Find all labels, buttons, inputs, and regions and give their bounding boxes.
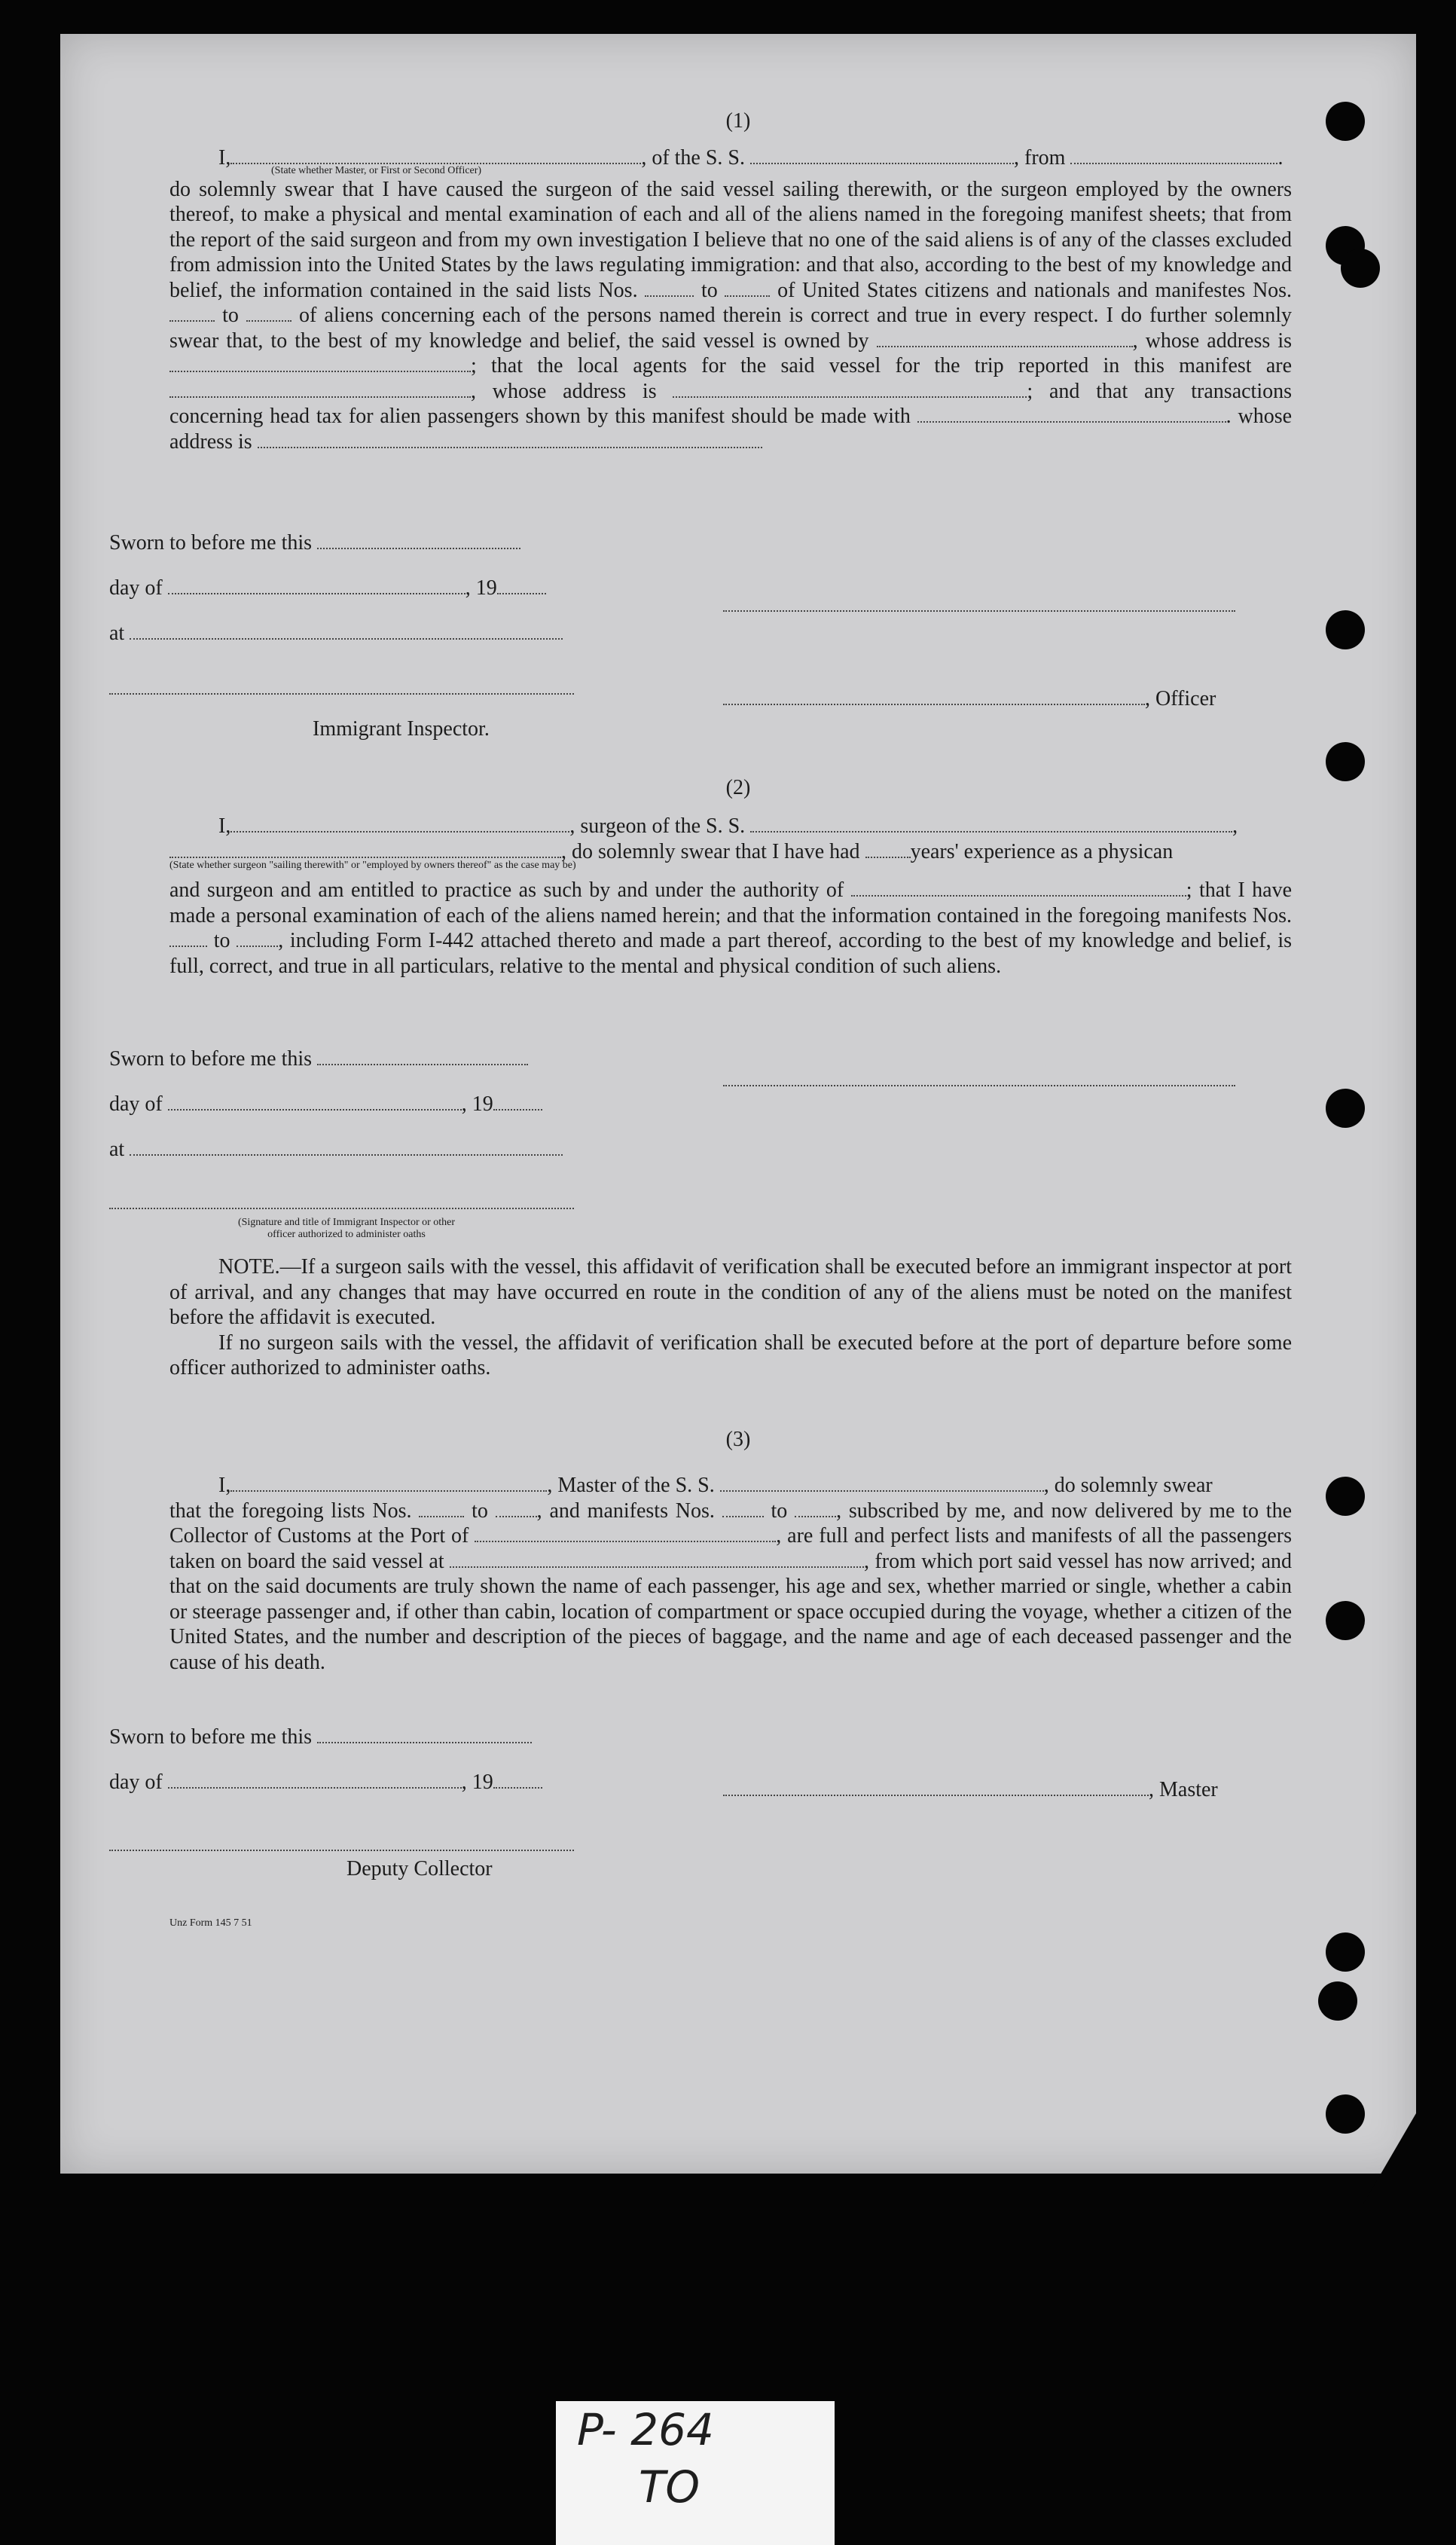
lists-from-field[interactable] xyxy=(645,279,694,297)
at-line-1 xyxy=(109,622,563,646)
punch-hole-icon xyxy=(1326,1601,1365,1640)
section-1-body-b: of United States citizens and nationals and manifestes Nos. xyxy=(777,278,1293,302)
years-experience-field[interactable] xyxy=(865,840,911,858)
note-paragraph-1: NOTE.—If a surgeon sails with the vessel, this affidavit of verification shall be executed before an immigrant inspector at port of arrival, and any changes that may have occurred en route in the condition of any of the aliens must be noted on the manifest before the affidavit is executed. xyxy=(169,1255,1292,1329)
master-name-field[interactable] xyxy=(230,1474,547,1492)
section-2-surgeon-of: , surgeon of the S. S. xyxy=(569,814,746,838)
surgeon-signature-line[interactable] xyxy=(723,1085,1235,1086)
master-signature-row xyxy=(723,1778,1218,1802)
inspector-signature-line[interactable] xyxy=(109,1208,574,1209)
section-3-vessel-field[interactable] xyxy=(720,1474,1044,1492)
embarkation-port-field[interactable] xyxy=(450,1550,864,1568)
authority-field[interactable] xyxy=(851,878,1186,897)
section-1-body-e: ; that the local agents for the said vessel for the trip reported in this manifest are xyxy=(471,354,1292,377)
sworn-label: Sworn to before me this xyxy=(109,531,313,555)
year-field[interactable] xyxy=(497,576,546,594)
day-of-label: day of xyxy=(109,576,163,600)
place-field[interactable] xyxy=(130,1138,563,1156)
owner-address-field[interactable] xyxy=(169,354,471,372)
to-label: to xyxy=(771,1499,788,1523)
section-1-affidavit xyxy=(169,145,1292,454)
sworn-label: Sworn to before me this xyxy=(109,1725,313,1749)
year-prefix: , 19 xyxy=(461,1092,493,1116)
at-line-2 xyxy=(109,1138,563,1162)
punch-hole-icon xyxy=(1318,1981,1357,2021)
officer-signature-line[interactable] xyxy=(723,610,1235,612)
head-tax-contact-field[interactable] xyxy=(917,405,1226,423)
surgeon-status-field[interactable] xyxy=(169,840,561,858)
sworn-line-1 xyxy=(109,531,520,555)
section-3-lists-from-field[interactable] xyxy=(419,1499,464,1517)
label-line-2: TO xyxy=(639,2461,701,2513)
section-3-i: I, xyxy=(218,1474,231,1497)
signature-note-line-1: (Signature and title of Immigrant Inspector or other xyxy=(237,1217,456,1228)
head-tax-address-field[interactable] xyxy=(258,430,762,448)
day-of-line-3 xyxy=(109,1771,542,1795)
manifest-verification-sheet xyxy=(60,34,1416,2174)
section-2-body-c: , including Form I-442 attached thereto and made a part thereof, according to the best of my knowledge and belief, is full, correct, and true in all particulars, relative to the mental and physical condition of such aliens. xyxy=(169,929,1293,978)
sworn-label: Sworn to before me this xyxy=(109,1047,313,1071)
file-label-card xyxy=(556,2401,835,2545)
section-2-to-field[interactable] xyxy=(237,929,278,947)
officer-signature-row xyxy=(723,687,1216,711)
section-3-body-c: , subscribed by me, and now delivered by me to the Collector of Customs at the Port of xyxy=(169,1499,1293,1547)
inspector-signature-line[interactable] xyxy=(109,693,574,695)
to-label: to xyxy=(213,929,230,952)
section-3-body-a: that the foregoing lists Nos. xyxy=(169,1499,412,1523)
section-3-lists-to-field[interactable] xyxy=(496,1499,537,1517)
section-2-years: years' experience as a physican xyxy=(910,839,1174,863)
section-3-swear: , do solemnly swear xyxy=(1043,1474,1213,1497)
departure-port-field[interactable] xyxy=(1070,146,1277,164)
year-field[interactable] xyxy=(493,1771,542,1789)
master-label: , Master xyxy=(1149,1778,1218,1801)
note-paragraph-2: If no surgeon sails with the vessel, the affidavit of verification shall be executed before at the port of departure before some officer authorized to administer oaths. xyxy=(169,1331,1292,1379)
owner-field[interactable] xyxy=(877,329,1133,347)
section-1-i: I, xyxy=(218,146,231,170)
sworn-line-3 xyxy=(109,1725,532,1749)
section-2-swear: , do solemnly swear that I have had xyxy=(561,839,860,863)
day-of-line-1 xyxy=(109,576,546,600)
manifests-to-field[interactable] xyxy=(246,304,292,322)
punch-hole-icon xyxy=(1326,1932,1365,1972)
officer-note: (State whether Master, or First or Second Officer) xyxy=(271,164,482,176)
sworn-line-2 xyxy=(109,1047,528,1071)
section-3-body-b: , and manifests Nos. xyxy=(536,1499,715,1523)
punch-hole-icon xyxy=(1326,2094,1365,2134)
section-3-body-d: , are full and perfect lists and manifests of all the passengers taken on board the said vessel at xyxy=(169,1524,1292,1573)
section-3-number: (3) xyxy=(725,1428,751,1451)
to-label: to xyxy=(701,278,718,302)
section-2-comma: , xyxy=(1232,814,1238,838)
section-2-affidavit xyxy=(169,814,1292,979)
punch-hole-icon xyxy=(1326,610,1365,649)
section-3-body-e: , from which port said vessel has now arrived; and that on the said documents are truly shown the name of each passenger, his age and sex, whether married or single, whether a cabin or steerage passenger and, if other than cabin, location of compartment or space occupied during the voyage, whether a citizen of the United States, and the number and description of the pieces of baggage, and the name and age of each deceased passenger and the cause of his death. xyxy=(169,1549,1293,1674)
month-field[interactable] xyxy=(168,576,465,594)
day-of-line-2 xyxy=(109,1092,542,1117)
section-1-body-g: ; and that any transactions concerning head tax for alien passengers shown by this manifest should be made with xyxy=(169,379,1292,428)
month-field[interactable] xyxy=(168,1771,462,1789)
place-field[interactable] xyxy=(130,622,563,640)
surgeon-name-field[interactable] xyxy=(230,814,569,833)
section-1-period: . xyxy=(1277,146,1284,170)
collector-signature-line[interactable] xyxy=(109,1850,574,1851)
signature-note-line-2: officer authorized to administer oaths xyxy=(267,1229,426,1240)
form-number: Unz Form 145 7 51 xyxy=(169,1917,252,1929)
section-1-from: , from xyxy=(1014,146,1066,170)
punch-hole-icon xyxy=(1341,249,1380,288)
vessel-name-field[interactable] xyxy=(750,146,1014,164)
surgeon-note: (State whether surgeon "sailing therewith" or "employed by owners thereof" as the case may be) xyxy=(169,860,576,871)
lists-to-field[interactable] xyxy=(725,279,770,297)
day-of-label: day of xyxy=(109,1771,163,1794)
sworn-date-field[interactable] xyxy=(317,531,520,549)
year-prefix: , 19 xyxy=(461,1771,493,1794)
section-2-note xyxy=(169,1254,1292,1381)
year-prefix: , 19 xyxy=(465,576,497,600)
local-agents-field[interactable] xyxy=(169,380,471,398)
sworn-date-field[interactable] xyxy=(317,1047,528,1065)
section-3-manifests-from-field[interactable] xyxy=(722,1499,764,1517)
at-label: at xyxy=(109,622,125,645)
section-2-body-b: ; that I have made a personal examination of each of the aliens named herein; and that the information contained in the foregoing manifests Nos. xyxy=(169,878,1293,927)
section-1-of-ss: , of the S. S. xyxy=(641,146,746,170)
punch-hole-icon xyxy=(1326,1477,1365,1516)
signature-note xyxy=(173,1217,520,1241)
section-3-master-of: , Master of the S. S. xyxy=(547,1474,715,1497)
section-1-body-i: whose address is xyxy=(169,405,1293,454)
arrival-port-field[interactable] xyxy=(475,1524,776,1542)
officer-name-field[interactable] xyxy=(230,146,641,164)
section-1-body-a: do solemnly swear that I have caused the surgeon of the said vessel sailing therewith, or the surgeon employed by the owners thereof, to make a physical and mental examination of each and all of the aliens named in the foregoing manifest sheets; that from the report of the said surgeon and from my own investigation I believe that no one of the said aliens is of any of the classes excluded from admission into the United States by the laws regulating immigration: and that also, according to the best of my knowledge and belief, the information contained in the said lists Nos. xyxy=(169,177,1292,302)
manifests-from-field[interactable] xyxy=(169,304,215,322)
to-label: to xyxy=(472,1499,488,1523)
section-2-i: I, xyxy=(218,814,231,838)
section-1-body-c: of aliens concerning each of the persons named therein is correct and true in every respect. I do further solemnly swear that, to the best of my knowledge and belief, the said vessel is owned by xyxy=(169,304,1292,353)
section-3-manifests-to-field[interactable] xyxy=(795,1499,836,1517)
officer-sign-field[interactable] xyxy=(723,687,1145,705)
section-2-body-a: and surgeon and am entitled to practice as such by and under the authority of xyxy=(169,878,844,902)
section-1-body-d: , whose address is xyxy=(1132,328,1293,353)
section-1-period: . xyxy=(1226,405,1232,428)
section-1-body-f: , whose address is xyxy=(471,379,657,403)
agent-address-field[interactable] xyxy=(673,380,1027,398)
year-field[interactable] xyxy=(493,1092,542,1111)
punch-hole-icon xyxy=(1326,1089,1365,1128)
officer-label: , Officer xyxy=(1145,687,1216,710)
immigrant-inspector-label: Immigrant Inspector. xyxy=(313,717,490,741)
section-1-number: (1) xyxy=(725,109,751,133)
sworn-date-field[interactable] xyxy=(317,1725,532,1743)
master-sign-field[interactable] xyxy=(723,1778,1149,1796)
label-line-1: P- 264 xyxy=(577,2404,714,2455)
section-3-affidavit xyxy=(169,1473,1292,1675)
section-2-from-field[interactable] xyxy=(169,929,207,947)
day-of-label: day of xyxy=(109,1092,163,1116)
to-label: to xyxy=(222,304,239,327)
torn-corner xyxy=(1363,2113,1416,2204)
section-2-vessel-field[interactable] xyxy=(750,814,1232,833)
month-field[interactable] xyxy=(168,1092,462,1111)
deputy-collector-label: Deputy Collector xyxy=(346,1857,493,1880)
at-label: at xyxy=(109,1138,125,1161)
section-2-number: (2) xyxy=(725,776,751,799)
